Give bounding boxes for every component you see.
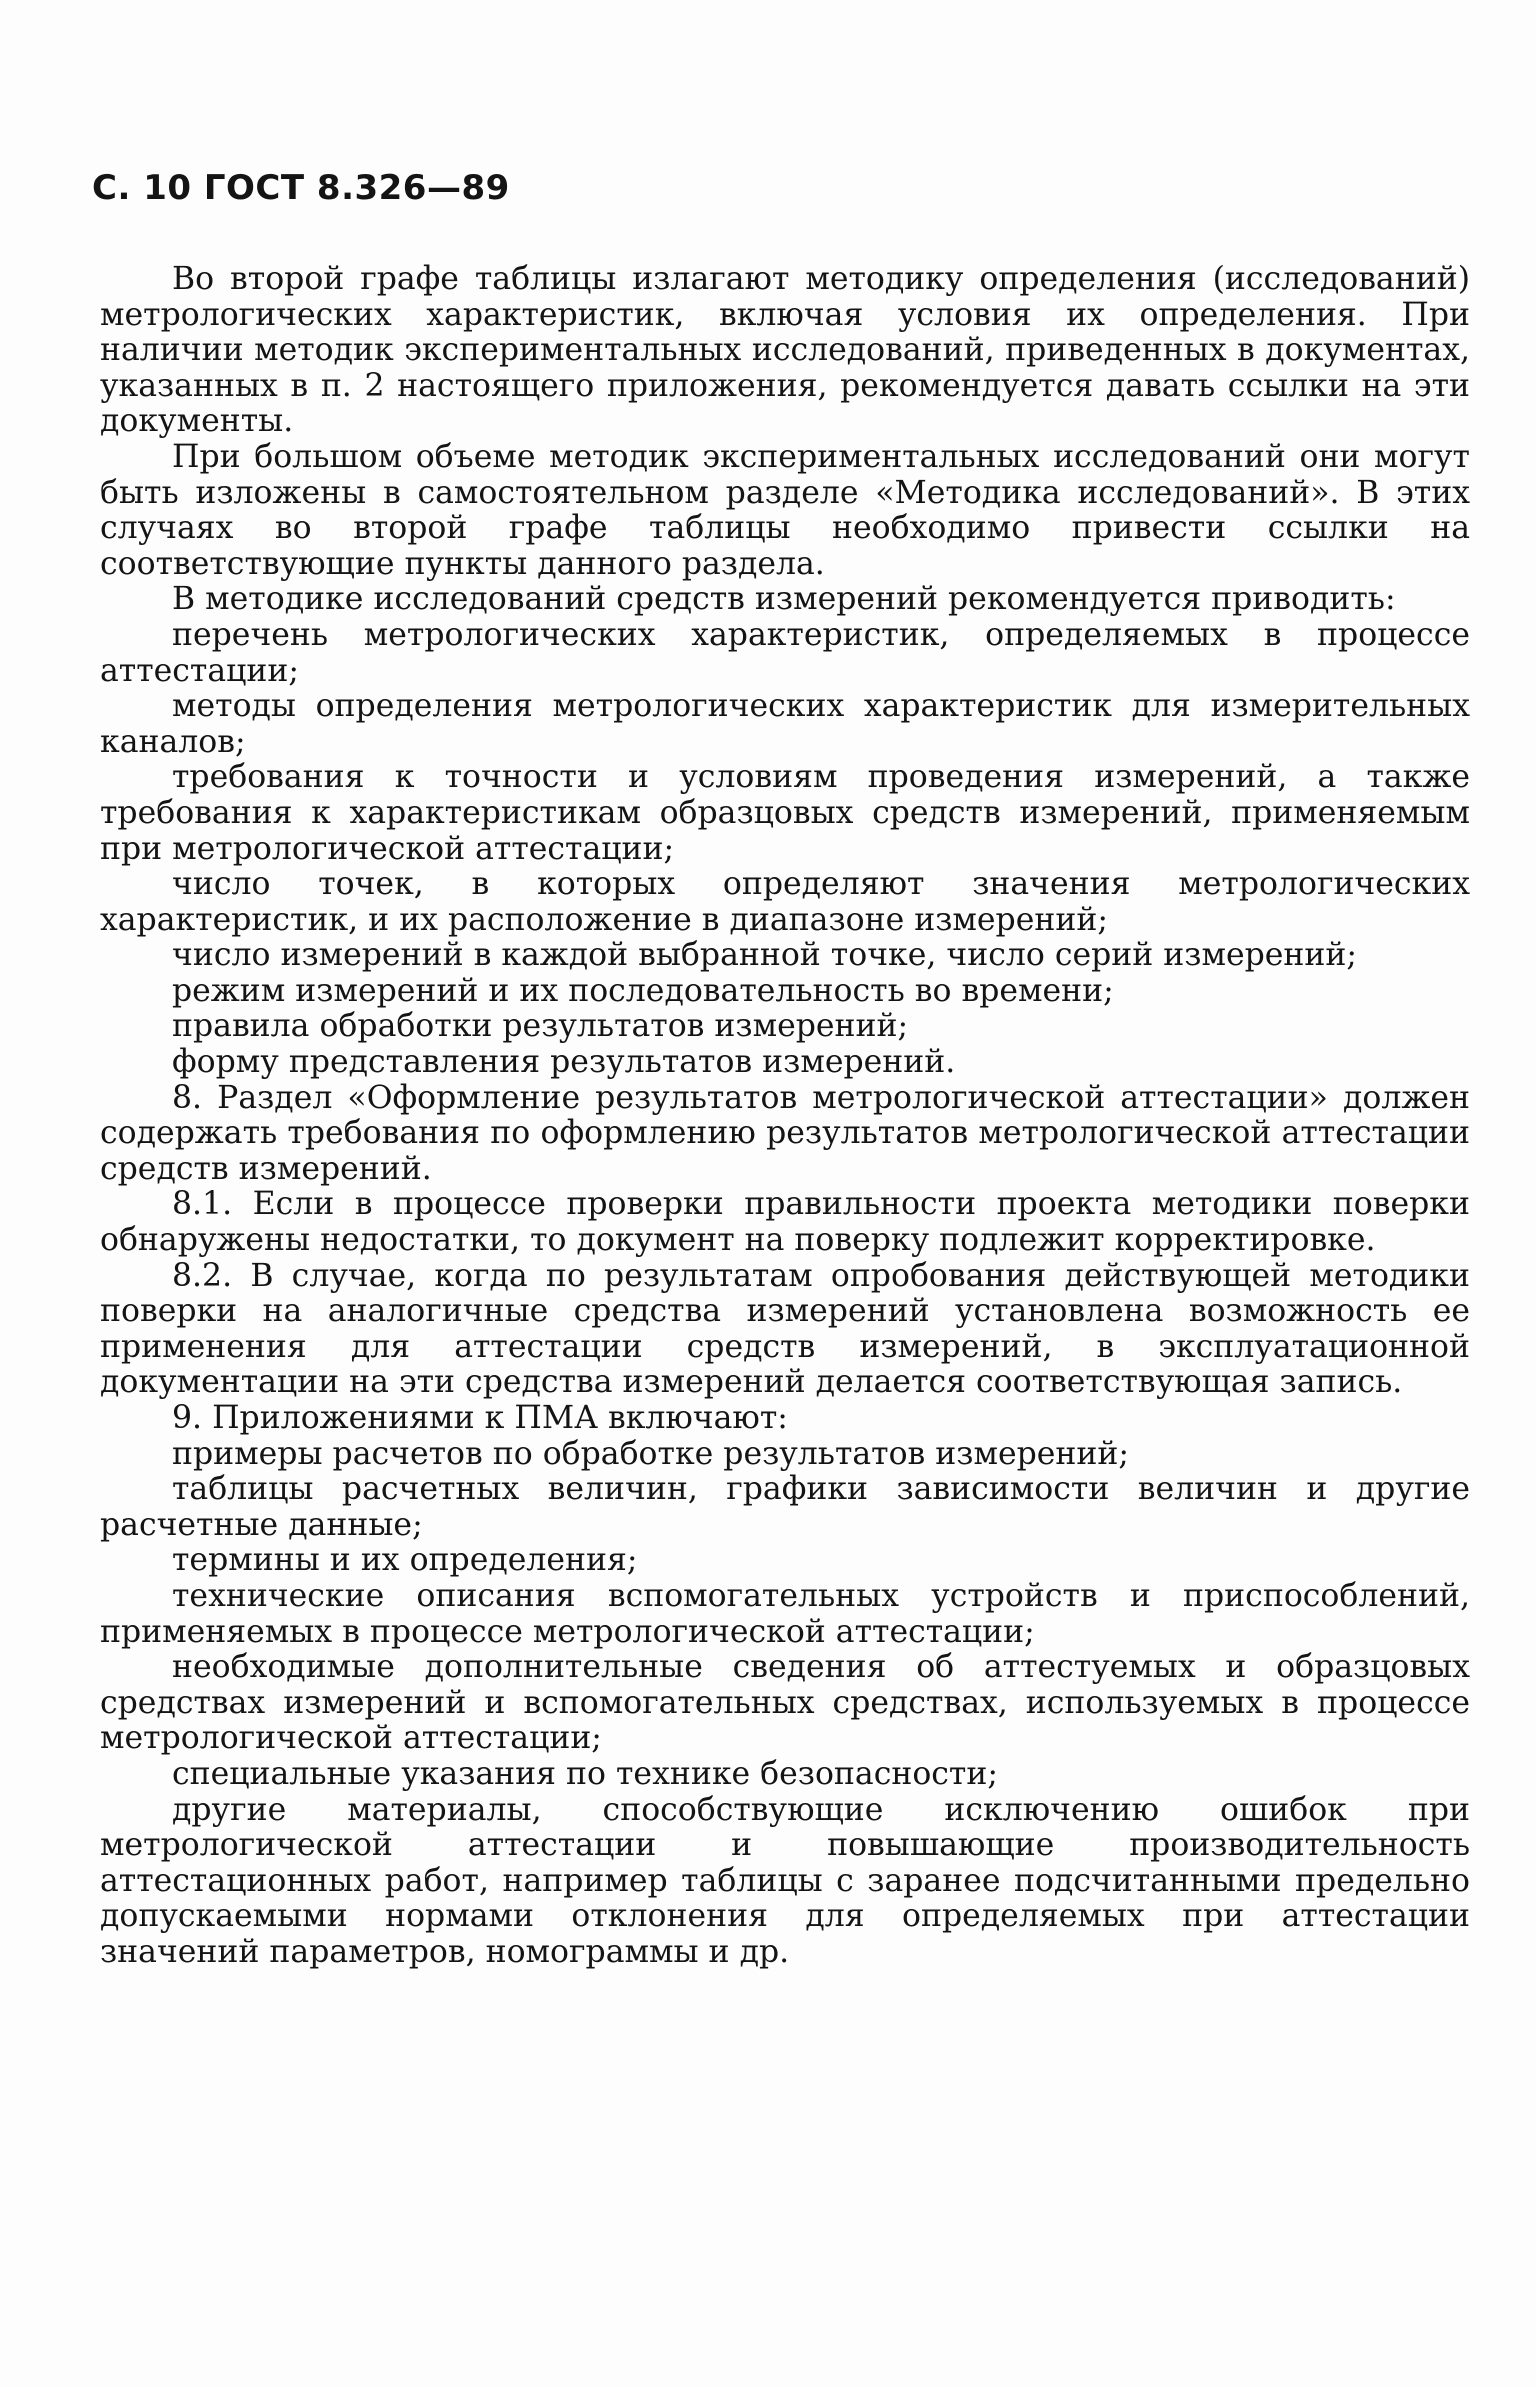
list-item: число точек, в которых определяют значения метрологических характеристик, и их расположение в диапазоне измерений;: [100, 866, 1470, 938]
list-item: требования к точности и условиям проведения измерений, а также требования к характеристикам образцовых средств измерений, применяемым при метрологической аттестации;: [100, 759, 1470, 867]
list-item: перечень метрологических характеристик, определяемых в процессе аттестации;: [100, 616, 1470, 689]
page-header: С. 10 ГОСТ 8.326—89: [92, 168, 510, 208]
section-8: 8. Раздел «Оформление результатов метрологической аттестации» должен содержать требования по оформлению результатов метрологической аттестации средств измерений.: [100, 1079, 1470, 1187]
list-item: методы определения метрологических характеристик для измерительных каналов;: [100, 688, 1470, 760]
list-item: термины и их определения;: [172, 1542, 638, 1579]
section-9: 9. Приложениями к ПМА включают:: [172, 1400, 788, 1436]
paragraph: В методике исследований средств измерений рекомендуется приводить:: [172, 581, 1396, 618]
list-item: число измерений в каждой выбранной точке, число серий измерений;: [172, 937, 1358, 974]
list-item: необходимые дополнительные сведения об аттестуемых и образцовых средствах измерений и вспомогательных средствах, используемых в процессе метрологической аттестации;: [100, 1649, 1470, 1757]
section-8-1: 8.1. Если в процессе проверки правильности проекта методики поверки обнаружены недостатки, то документ на поверку подлежит корректировке.: [100, 1186, 1470, 1259]
body-text: [100, 262, 1470, 1971]
paragraph: При большом объеме методик экспериментальных исследований они могут быть изложены в самостоятельном разделе «Методика исследований». В этих случаях во второй графе таблицы необходимо привести ссылки на соответствующие пункты данного раздела.: [100, 438, 1470, 582]
list-item: таблицы расчетных величин, графики зависимости величин и другие расчетные данные;: [100, 1471, 1470, 1543]
section-8-2: 8.2. В случае, когда по результатам опробования действующей методики поверки на аналогичные средства измерений установлена возможность ее применения для аттестации средств измерений, в эксплуатационной документации на эти средства измерений делается соответствующая запись.: [100, 1257, 1470, 1401]
list-item: технические описания вспомогательных устройств и приспособлений, применяемых в процессе метрологической аттестации;: [100, 1577, 1470, 1650]
list-item: форму представления результатов измерений.: [172, 1044, 956, 1081]
list-item: другие материалы, способствующие исключению ошибок при метрологической аттестации и повышающие производительность аттестационных работ, например таблицы с заранее подсчитанными предельно допускаемыми нормами отклонения для определяемых при аттестации значений параметров, номограммы и др.: [100, 1791, 1470, 1970]
list-item: правила обработки результатов измерений;: [172, 1008, 909, 1045]
list-item: специальные указания по технике безопасности;: [172, 1755, 998, 1792]
paragraph: Во второй графе таблицы излагают методику определения (исследований) метрологических характеристик, включая условия их определения. При наличии методик экспериментальных исследований, приведенных в документах, указанных в п. 2 настоящего приложения, рекомендуется давать ссылки на эти документы.: [100, 261, 1470, 440]
list-item: примеры расчетов по обработке результатов измерений;: [172, 1435, 1130, 1472]
list-item: режим измерений и их последовательность во времени;: [172, 972, 1114, 1009]
